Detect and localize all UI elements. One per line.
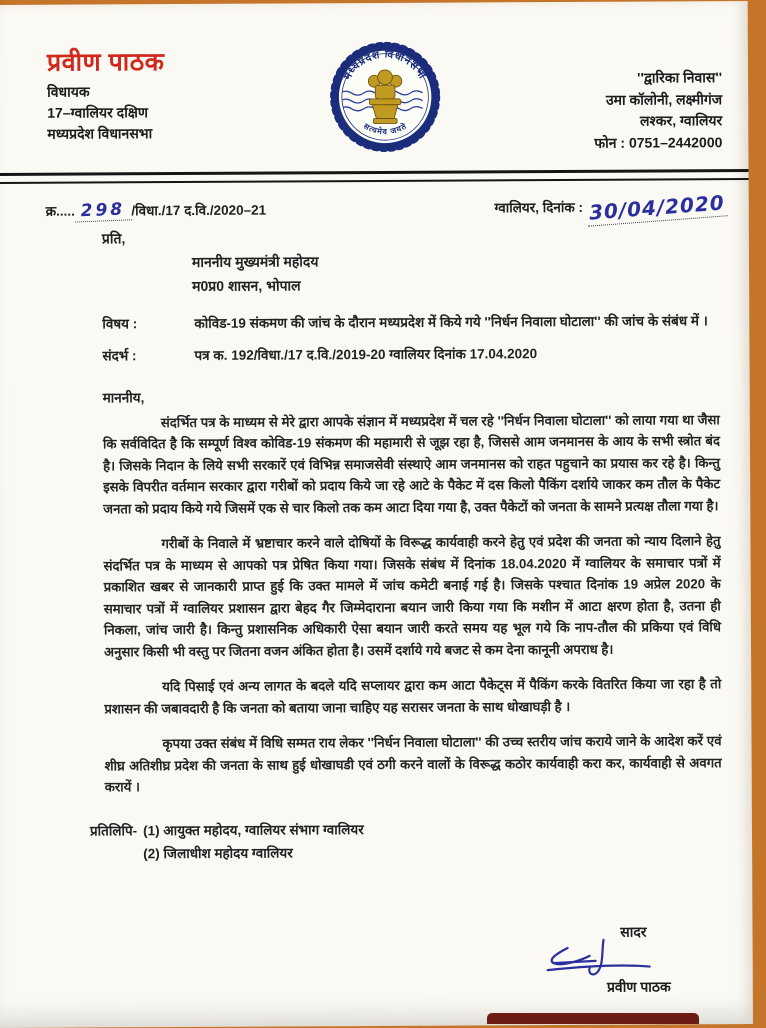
date-handwritten: 30/04/2020 <box>586 190 727 226</box>
closing-word: सादर <box>620 923 647 940</box>
address-line-2: लश्कर, ग्वालियर <box>639 112 723 129</box>
subject-label: विषय : <box>102 316 138 332</box>
letter-number-suffix: /विधा./17 द.वि./2020–21 <box>131 202 267 219</box>
svg-text:सत्यमेव जयते: सत्यमेव जयते <box>361 121 409 137</box>
reference-text: पत्र क. 192/विधा./17 द.वि./2019-20 ग्वालियर दिनांक 17.04.2020 <box>194 346 538 363</box>
reference-label: संदर्भ : <box>102 348 137 364</box>
letterhead <box>0 1 748 165</box>
sender-assembly: मध्यप्रदेश विधानसभा <box>47 125 153 142</box>
reference-row <box>0 333 750 369</box>
signature-block <box>512 922 692 997</box>
recipient-line-2: म0प्र0 शासन, भोपाल <box>192 276 301 294</box>
place-date-label: ग्वालियर, दिनांक : <box>494 199 584 216</box>
copies-block <box>0 795 752 867</box>
signatory-name: प्रवीण पाठक <box>606 978 671 995</box>
address-block <box>482 67 722 155</box>
paragraph-3: यदि पिसाई एवं अन्य लागत के बदले यदि सप्लायर द्वारा कम आटा पैकेट्स में पैकिंग करके वितरित किया जा रहा है तो प्रशासन की जबावदारी है कि जनता को बताया जाना चाहिए यह सरासर जनता के साथ धोखाघड़ी है । <box>104 676 722 717</box>
salutation-prati: प्रति, <box>101 230 126 247</box>
svg-text:मध्यप्रदेश विधानसभा: मध्यप्रदेश विधानसभा <box>341 49 428 82</box>
place-date <box>494 190 726 225</box>
sender-role: विधायक <box>47 83 90 100</box>
address-line-1: उमा कॉलोनी, लक्ष्मीगंज <box>605 90 723 108</box>
letter-number-prefix: क्र..... <box>45 203 75 219</box>
residence-name: ''द्वारिका निवास'' <box>637 69 723 86</box>
copy-item-2: (2) जिलाधीश महोदय ग्वालियर <box>143 845 293 861</box>
copies-label: प्रतिलिपि- <box>89 822 138 839</box>
subject-row <box>0 295 749 337</box>
letter-number <box>46 200 267 222</box>
recipient-line-1: माननीय मुख्यमंत्री महोदय <box>191 253 319 270</box>
sender-name: प्रवीण पाठक <box>46 48 165 77</box>
letter-body <box>0 409 752 799</box>
greeting: माननीय, <box>102 389 145 406</box>
letter-page <box>0 1 753 1028</box>
vidhan-sabha-emblem-icon <box>325 35 444 158</box>
addressee-block <box>0 218 749 299</box>
paragraph-4: कृपया उक्त संबंध में विधि सम्मत राय लेकर ''निर्धन निवाला घोटाला'' की उच्च स्तरीय जांच कराये जाने के आदेश करें एवं शीघ्र अतिशीघ्र प्रदेश की जनता के साथ हुई धोखाघडी एवं ठगी करने वालों के विरूद्ध कठोर कार्यवाही करा कर, कार्यवाही से अवगत करायें । <box>104 733 722 795</box>
copy-item-1: (1) आयुक्त महोदय, ग्वालियर संभाग ग्वालियर <box>143 821 364 838</box>
paragraph-1: संदर्भित पत्र के माध्यम से मेरे द्वारा आपके संज्ञान में मध्यप्रदेश में चल रहे ''निर्धन निवाला घोटाला'' को लाया गया था जैसा कि सर्वविदित है कि सम्पूर्ण विश्व कोविड-19 संकमण की महामारी से जूझ रहा है, जिससे आम जनमानस के आय के सभी स्त्रोत बंद है। जिसके निदान के लिये सभी सरकारें एवं विभिन्न समाजसेवी संस्थाऐ आम जनमानस को राहत पहुचाने का प्रयास कर रहे है। किन्तु इसके विपरीत वर्तमान सरकार द्वारा गरीबों को प्रदाय किये जा रहे आटे के पैकेट में दस किलो पैकिंग दर्शाये जाकर कम तौल के पैकेट जनता को प्रदाय किये गये जिसमें एक से चार किलो तक कम आटा दिया गया है, उक्त पैकेटों को जनता के सामने प्रत्यक्ष तौला गया है। <box>102 411 721 517</box>
scan-edge-artifact <box>487 1013 699 1024</box>
sender-block <box>47 43 288 144</box>
phone-number: फोन : 0751–2442000 <box>594 134 723 151</box>
sender-constituency: 17–ग्वालियर दक्षिण <box>47 104 149 121</box>
subject-text: कोविड-19 संकमण की जांच के दौरान मध्यप्रदेश में किये गये ''निर्धन निवाला घोटाला'' की जांच के संबंध में । <box>194 313 708 332</box>
paragraph-2: गरीबों के निवाले में भ्रष्टाचार करने वाले दोषियों के विरूद्ध कार्यवाही करने हेतु एवं प्रदेश की जनता को न्याय दिलाने हेतु संदर्भित पत्र के माध्यम से आपको पत्र प्रेषित किया गया। जिसके संबंध में दिनांक 18.04.2020 में ग्वालियर के समाचार पत्रों में प्रकाशित खबर से जानकारी प्राप्त हुई कि उक्त मामले में जांच कमेटी बनाई गई है। जिसके पश्चात दिनांक 19 अप्रेल 2020 के समाचार पत्रों में ग्वालियर प्रशासन द्वारा बेहद गैर जिम्मेदाराना बयान जारी किया गया कि मशीन में आटा क्षरण होता है, उतना ही निकला, जांच जारी है। किन्तु प्रशासनिक अधिकारी ऐसा बयान जारी करते समय यह भूल गये कि नाप-तौल की प्रकिया एवं विधि अनुसार किसी भी वस्तु पर जितना वजन अंकित होता है। उसमें दर्शाये गये बजट से कम देना कानूनी अपराध है। <box>103 533 721 660</box>
letter-number-handwritten: 298 <box>74 199 131 222</box>
